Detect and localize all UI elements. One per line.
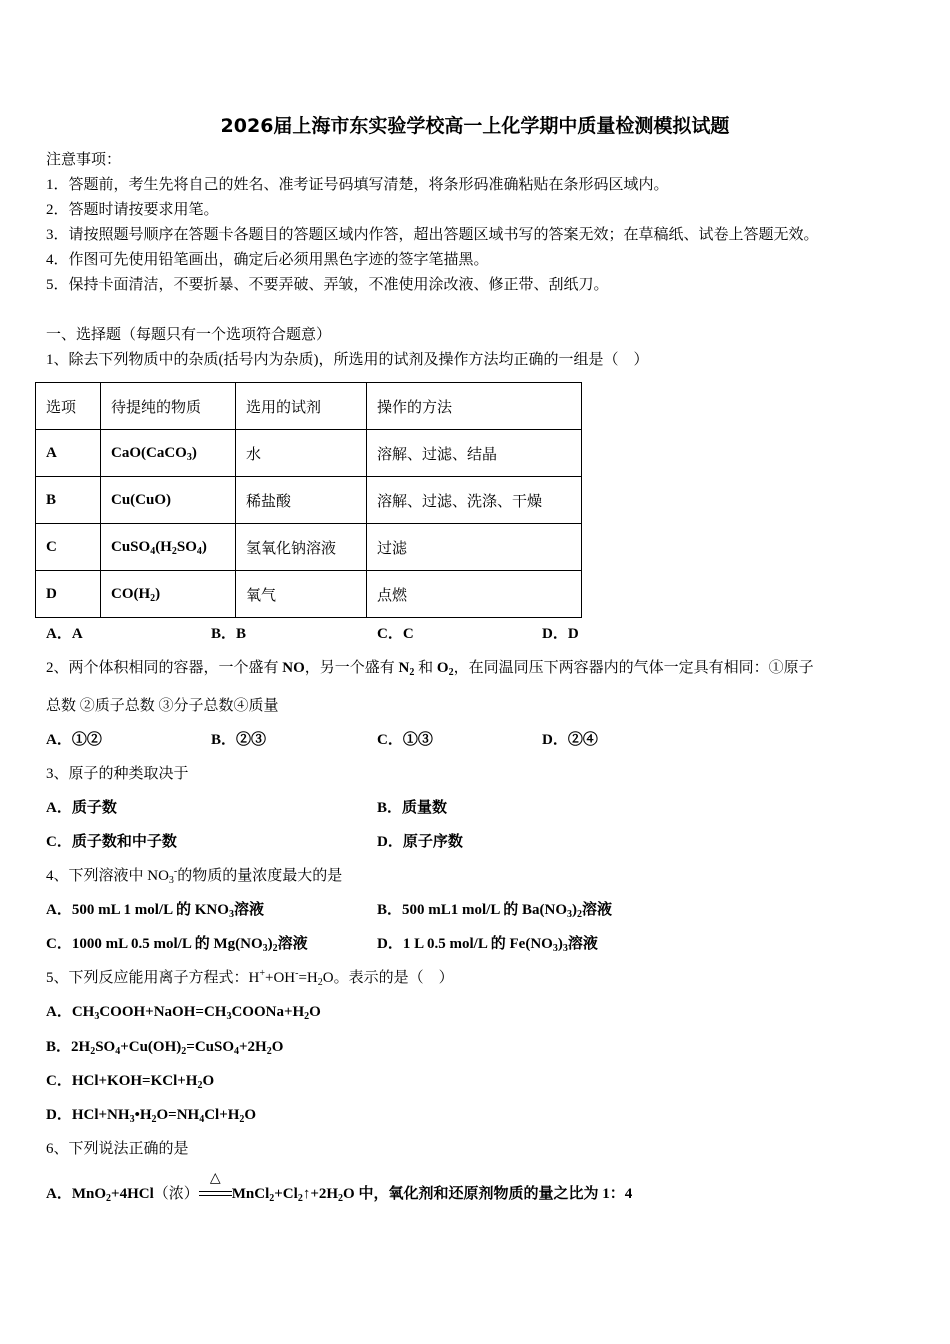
table-cell-option: B [36,477,101,524]
choice-b[interactable]: B．$2H_2SO_4+Cu(OH)_2=CuSO_4+2H_2O$ [46,1039,284,1057]
table-cell-method: 溶解、过滤、洗涤、干燥 [367,477,582,524]
table-cell-method: 过滤 [367,524,582,571]
table-cell-reagent: 氧气 [236,571,367,618]
heat-condition-sign: △ [199,1185,232,1205]
table-row [36,430,582,477]
table-cell-option: C [36,524,101,571]
choice-a[interactable]: A．A [46,626,83,642]
table-cell-option: D [36,571,101,618]
table-cell-method: 点燃 [367,571,582,618]
table-header-cell: 操作的方法 [367,383,582,430]
table-cell-substance: $CuSO_4(H_2SO_4)$ [101,524,236,571]
choice-d[interactable]: D．1 L 0.5 mol/L 的 $Fe(NO_3)_3$溶液 [377,936,598,954]
question-5-stem: 5、下列反应能用离子方程式：$H^++OH^-=H_2O$。表示的是（ ） [46,968,454,988]
stem-text: O。表示的是（ ） [322,970,454,986]
table-row [36,524,582,571]
question-1-table [35,382,582,618]
table-header-cell: 选用的试剂 [236,383,367,430]
question-6-stem: 6、下列说法正确的是 [46,1141,189,1157]
choice-c[interactable]: C．$HCl+KOH=KCl+H_2O$ [46,1073,215,1091]
choice-b[interactable]: B．②③ [211,732,267,748]
table-cell-substance: CaO(CaCO$_3$) [101,430,236,477]
choice-b[interactable]: B．B [211,626,247,642]
question-2-stem-cont: 总数 ②质子总数 ③分子总数④质量 [46,698,279,714]
table-cell-substance: $CO(H_2)$ [101,571,236,618]
stem-text: 4、下列溶液中 NO [46,868,169,884]
choice-b[interactable]: B．500 mL1 mol/L 的 $Ba(NO_3)_2$溶液 [377,902,613,920]
stem-text: =H [298,970,318,986]
table-cell-substance: Cu(CuO) [101,477,236,524]
stem-text: 的物质的量浓度最大的是 [177,868,343,884]
table-cell-reagent: 氢氧化钠溶液 [236,524,367,571]
question-4-stem: 4、下列溶液中 $NO_3^-$的物质的量浓度最大的是 [46,866,343,886]
table-header-cell: 待提纯的物质 [101,383,236,430]
table-row [36,477,582,524]
table-header-cell: 选项 [36,383,101,430]
page-title: 2026届上海市东实验学校高一上化学期中质量检测模拟试题 [220,115,730,137]
table-cell-method: 溶解、过滤、结晶 [367,430,582,477]
table-row [36,571,582,618]
question-2-stem: 2、两个体积相同的容器，一个盛有 NO，另一个盛有 $N_2$ 和 $O_2$，在同温同压下两容器内的气体一定具有相同：①原子 [46,660,814,678]
choice-c[interactable]: C．1000 mL 0.5 mol/L 的 $Mg(NO_3)_2$溶液 [46,936,308,954]
choice-a[interactable]: A．①② [46,732,102,748]
notice-item: 4．作图可先使用铅笔画出，确定后必须用黑色字迹的签字笔描黑。 [46,252,489,268]
choice-a[interactable]: A．MnO$_2$+4HCl（浓） △ $MnCl_2+Cl_2↑+2H_2O$ 中，氧化剂和还原剂物质的量之比为 1：4 [46,1170,633,1204]
choice-c[interactable]: C．质子数和中子数 [46,834,177,850]
table-header-row [36,383,582,430]
choice-a[interactable]: A．质子数 [46,800,117,816]
stem-text: 5、下列反应能用离子方程式：H [46,970,260,986]
table-cell-reagent: 稀盐酸 [236,477,367,524]
choice-c[interactable]: C．C [377,626,414,642]
choice-b[interactable]: B．质量数 [377,800,448,816]
notice-heading: 注意事项： [46,152,122,168]
choice-a[interactable]: A．$CH_3COOH+NaOH=CH_3COONa+H_2O$ [46,1004,321,1022]
table-cell-option: A [36,430,101,477]
question-1-stem: 1、除去下列物质中的杂质(括号内为杂质)，所选用的试剂及操作方法均正确的一组是（ ） [46,352,649,368]
choice-d[interactable]: D．原子序数 [377,834,463,850]
notice-item: 3．请按照题号顺序在答题卡各题目的答题区域内作答，超出答题区域书写的答案无效；在草稿纸、试卷上答题无效。 [46,227,819,243]
table-cell-reagent: 水 [236,430,367,477]
choice-d[interactable]: D．$HCl+NH_3•H_2O=NH_4Cl+H_2O$ [46,1107,257,1125]
choice-c[interactable]: C．①③ [377,732,433,748]
choice-a[interactable]: A．500 mL 1 mol/L 的 $KNO_3$溶液 [46,902,264,920]
notice-item: 5．保持卡面清洁，不要折暴、不要弄破、弄皱，不准使用涂改液、修正带、刮纸刀。 [46,277,609,293]
choice-d[interactable]: D．②④ [542,732,598,748]
section-heading: 一、选择题（每题只有一个选项符合题意） [46,327,332,343]
notice-item: 2．答题时请按要求用笔。 [46,202,219,218]
notice-item: 1．答题前，考生先将自己的姓名、准考证号码填写清楚，将条形码准确粘贴在条形码区域内。 [46,177,669,193]
choice-d[interactable]: D．D [542,626,579,642]
question-3-stem: 3、原子的种类取决于 [46,766,189,782]
